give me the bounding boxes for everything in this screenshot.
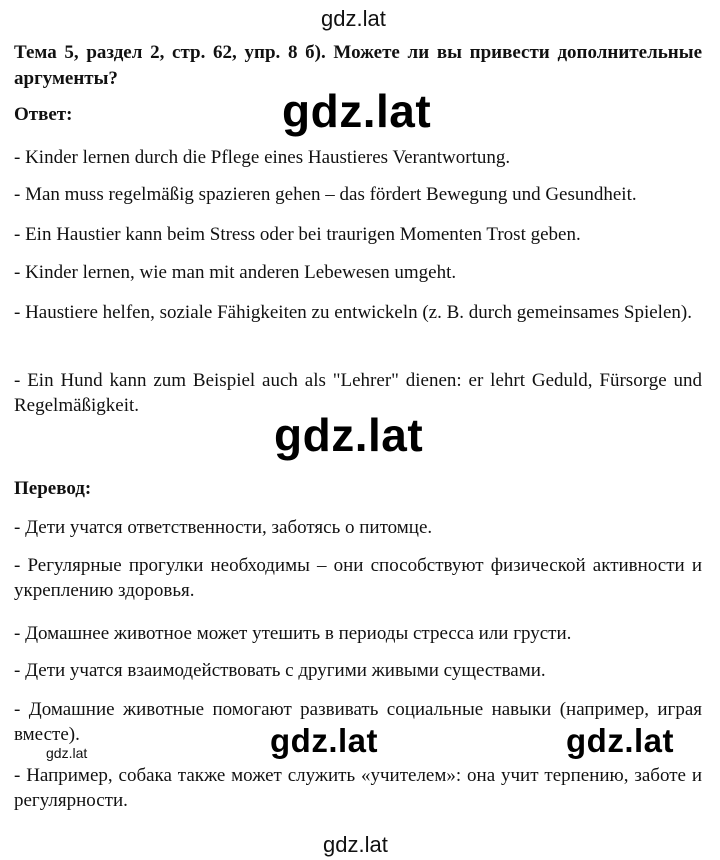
watermark-medium: gdz.lat [566,722,674,759]
watermark-large: gdz.lat [282,85,432,137]
watermark-large: gdz.lat [274,409,424,461]
watermark-bottom: gdz.lat [323,832,388,857]
translation-item: - Домашние животные помогают развивать социальные навыки (например, играя вместе). [14,699,702,745]
translation-item: - Например, собака также может служить «учителем»: она учит терпению, заботе и регулярности. [14,765,702,811]
watermark-top: gdz.lat [321,6,386,31]
watermark-small: gdz.lat [46,745,88,761]
answer-item: - Man muss regelmäßig spazieren gehen – das fördert Bewegung und Gesundheit. [14,184,637,205]
answer-item: - Kinder lernen, wie man mit anderen Lebewesen umgeht. [14,262,457,283]
translation-item: - Дети учатся взаимодействовать с другими живыми существами. [14,660,546,681]
page-title: Тема 5, раздел 2, стр. 62, упр. 8 б). Можете ли вы привести дополнительные аргументы? [14,42,702,89]
translation-item: - Регулярные прогулки необходимы – они способствуют физической активности и укреплению здоровья. [14,555,702,601]
translation-label: Перевод: [14,478,92,499]
translation-item: - Дети учатся ответственности, заботясь о питомце. [14,517,433,538]
answer-item: - Kinder lernen durch die Pflege eines Haustieres Verantwortung. [14,147,511,168]
watermark-medium: gdz.lat [270,722,378,759]
answer-item: - Ein Haustier kann beim Stress oder bei traurigen Momenten Trost geben. [14,224,581,245]
answer-item: - Ein Hund kann zum Beispiel auch als "Lehrer" dienen: er lehrt Geduld, Fürsorge und Regelmäßigkeit. [14,370,702,416]
translation-item: - Домашнее животное может утешить в периоды стресса или грусти. [14,623,572,644]
answer-item: - Haustiere helfen, soziale Fähigkeiten zu entwickeln (z. B. durch gemeinsames Spielen). [14,302,692,323]
answer-label: Ответ: [14,104,73,125]
